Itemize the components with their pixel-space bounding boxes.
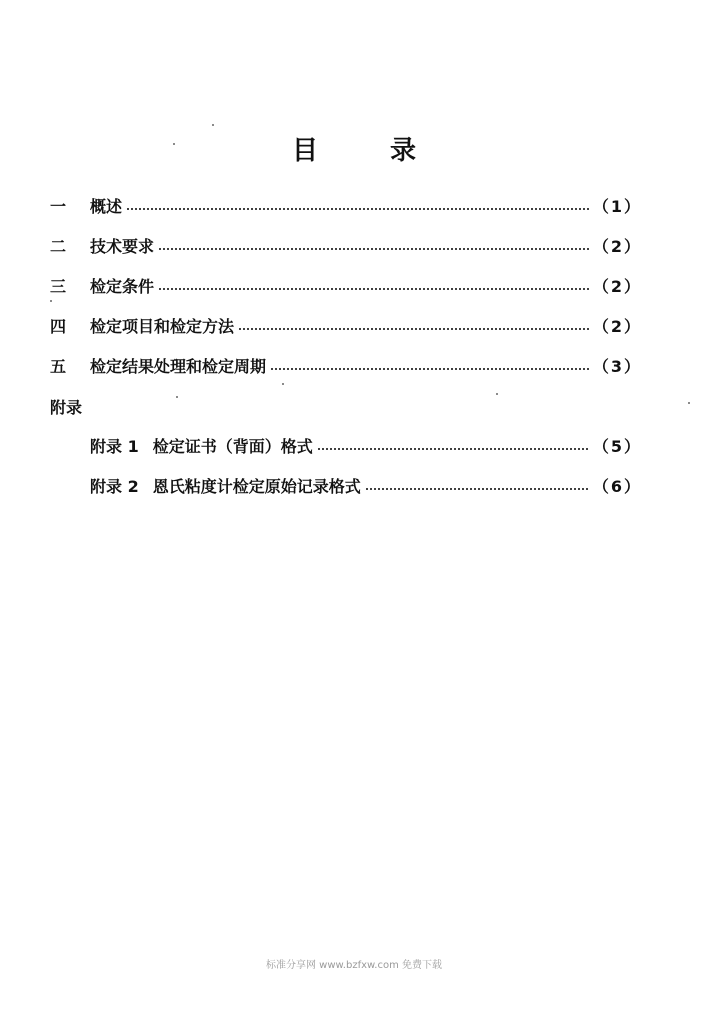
toc-entry[interactable] xyxy=(50,270,642,300)
scan-speck xyxy=(50,300,52,302)
toc-entry-number: 三 xyxy=(50,276,67,296)
scan-speck xyxy=(173,143,175,145)
toc-entry-page: （1） xyxy=(592,196,642,216)
toc-entry-label: 检定结果处理和检定周期 xyxy=(90,356,267,376)
appendix-entry-page: （6） xyxy=(592,476,642,496)
toc-entry-label: 技术要求 xyxy=(90,236,155,256)
appendix-entry-page: （5） xyxy=(592,436,642,456)
toc-entry[interactable] xyxy=(50,190,642,220)
toc-entry[interactable] xyxy=(50,310,642,340)
toc-entry-number: 四 xyxy=(50,316,67,336)
dot-leader xyxy=(317,448,589,450)
scan-speck xyxy=(176,396,178,398)
dot-leader xyxy=(365,488,589,490)
appendix-entry-label: 恩氏粘度计检定原始记录格式 xyxy=(152,476,361,496)
dot-leader xyxy=(126,208,589,210)
toc-entry[interactable] xyxy=(50,230,642,260)
toc-entry-label: 概述 xyxy=(90,196,123,216)
toc-entry-page: （2） xyxy=(592,276,642,296)
dot-leader xyxy=(158,248,589,250)
appendix-entry-label: 检定证书（背面）格式 xyxy=(152,436,313,456)
scan-speck xyxy=(282,383,284,385)
toc-entry[interactable] xyxy=(50,350,642,380)
toc-entry-page: （2） xyxy=(592,236,642,256)
toc-entry-label: 检定项目和检定方法 xyxy=(90,316,235,336)
scan-speck xyxy=(212,124,214,126)
page-footer-watermark: 标准分享网 www.bzfxw.com 免费下载 xyxy=(266,960,442,971)
toc-entry-page: （3） xyxy=(592,356,642,376)
scan-speck xyxy=(496,393,498,395)
toc-entry-number: 二 xyxy=(50,236,67,256)
toc-entry-page: （2） xyxy=(592,316,642,336)
dot-leader xyxy=(158,288,589,290)
appendix-entry[interactable] xyxy=(90,470,642,500)
appendix-entry-number: 附录 2 xyxy=(90,476,139,496)
appendix-heading: 附录 xyxy=(50,398,83,417)
toc-entry-number: 一 xyxy=(50,196,67,216)
appendix-entry-number: 附录 1 xyxy=(90,436,139,456)
scan-speck xyxy=(688,402,690,404)
dot-leader xyxy=(270,368,589,370)
toc-entry-number: 五 xyxy=(50,356,67,376)
page-title: 目录 xyxy=(291,136,488,166)
appendix-entry[interactable] xyxy=(90,430,642,460)
toc-entry-label: 检定条件 xyxy=(90,276,155,296)
dot-leader xyxy=(238,328,589,330)
